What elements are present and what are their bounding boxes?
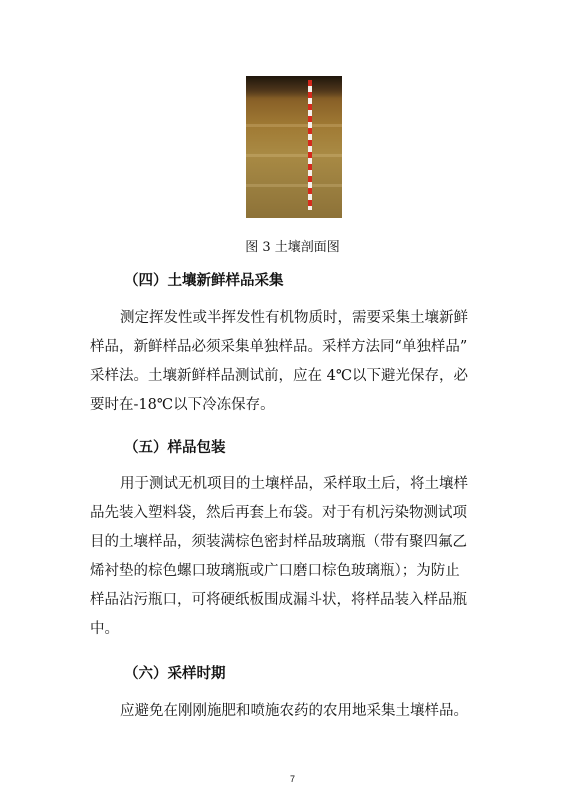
text-line: 用于测试无机项目的土壤样品，采样取土后，将土壤样	[120, 476, 468, 492]
paragraph-fresh-sample	[90, 304, 500, 420]
text-line: 样品，新鲜样品必须采集单独样品。采样方法同“单独样品”	[90, 339, 468, 355]
soil-streak	[246, 154, 342, 157]
text-line: 应避免在刚刚施肥和喷施农药的农用地采集土壤样品。	[120, 703, 468, 719]
soil-streak	[246, 124, 342, 127]
soil-streak	[246, 184, 342, 187]
soil-profile-photo	[246, 76, 342, 218]
paragraph-packaging	[90, 470, 500, 644]
section-heading-fresh-sample: （四）土壤新鲜样品采集	[124, 273, 284, 289]
text-line: 品先装入塑料袋，然后再套上布袋。对于有机污染物测试项	[90, 505, 467, 521]
measuring-ruler	[308, 80, 312, 210]
text-line: 烯衬垫的棕色螺口玻璃瓶或广口磨口棕色玻璃瓶）；为防止	[90, 563, 460, 579]
section-heading-packaging: （五）样品包装	[124, 440, 226, 456]
text-line: 中。	[90, 621, 119, 637]
text-line: 样品沾污瓶口，可将硬纸板围成漏斗状，将样品装入样品瓶	[90, 592, 467, 608]
text-line: 采样法。土壤新鲜样品测试前，应在 4℃以下避光保存，必	[90, 368, 469, 384]
topsoil-layer	[246, 76, 342, 98]
paragraph-sampling-period	[90, 697, 500, 726]
text-line: 测定挥发性或半挥发性有机物质时，需要采集土壤新鲜	[120, 310, 468, 326]
page-number: 7	[289, 774, 295, 784]
text-line: 要时在-18℃以下冷冻保存。	[90, 397, 275, 413]
text-line: 目的土壤样品，须装满棕色密封样品玻璃瓶（带有聚四氟乙	[90, 534, 467, 550]
figure-caption: 图 3 土壤剖面图	[245, 240, 340, 255]
section-heading-sampling-period: （六）采样时期	[124, 666, 226, 682]
